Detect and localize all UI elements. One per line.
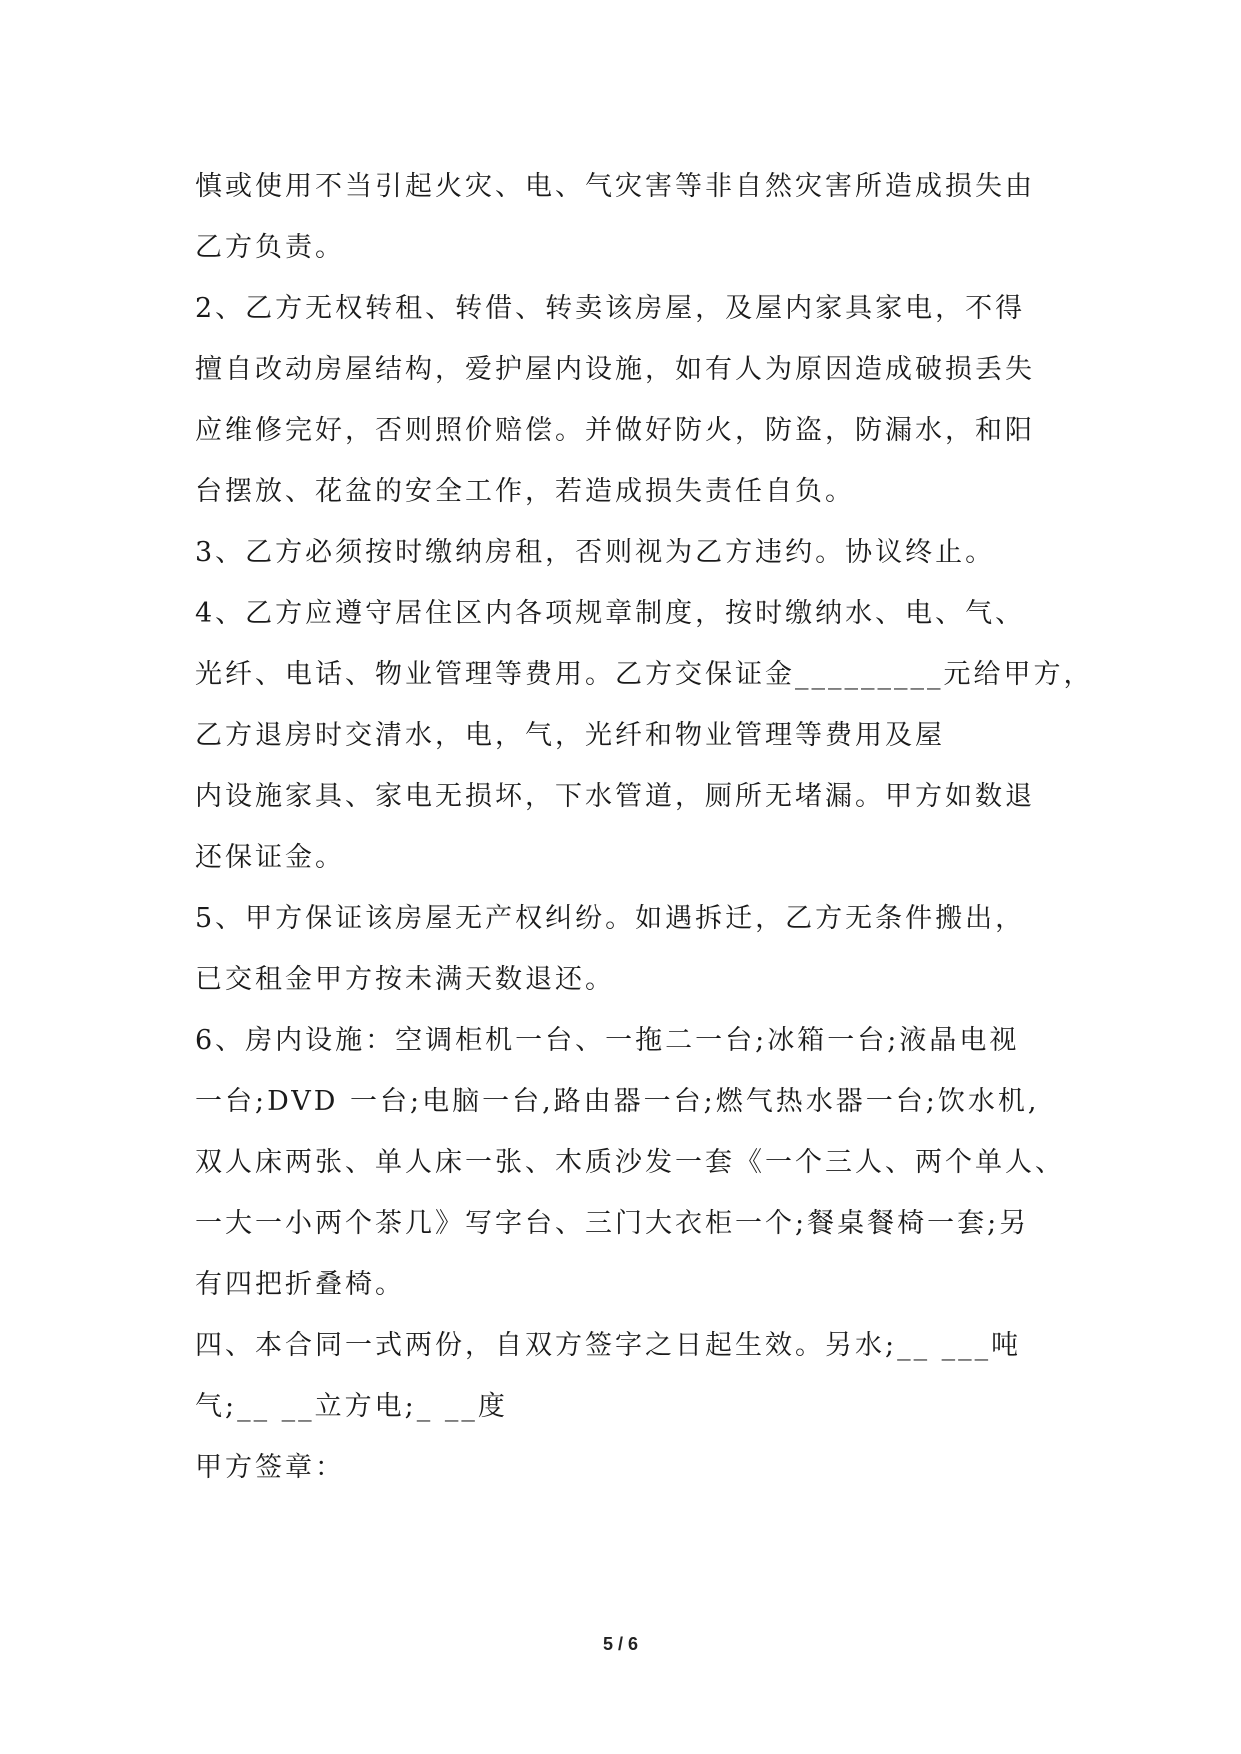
text-line: 已交租金甲方按未满天数退还。 [195, 964, 615, 995]
text-line: 擅自改动房屋结构，爱护屋内设施，如有人为原因造成破损丢失 [195, 354, 1035, 385]
text-line: 一大一小两个茶几》写字台、三门大衣柜一个;餐桌餐椅一套;另 [195, 1208, 1030, 1239]
text-line: 2、乙方无权转租、转借、转卖该房屋，及屋内家具家电，不得 [195, 293, 1026, 324]
text-line: 慎或使用不当引起火灾、电、气灾害等非自然灾害所造成损失由 [195, 171, 1035, 202]
text-line: 双人床两张、单人床一张、木质沙发一套《一个三人、两个单人、 [195, 1147, 1065, 1178]
text-line: 乙方退房时交清水，电，气，光纤和物业管理等费用及屋 [195, 720, 945, 751]
text-line: 乙方负责。 [195, 232, 345, 263]
page-number: 5 / 6 [602, 1634, 639, 1654]
text-line: 应维修完好，否则照价赔偿。并做好防火，防盗，防漏水，和阳 [195, 415, 1035, 446]
text-line: 5、甲方保证该房屋无产权纠纷。如遇拆迁，乙方无条件搬出， [195, 903, 1026, 934]
text-line: 四、本合同一式两份，自双方签字之日起生效。另水;__ ___吨 [195, 1330, 1022, 1361]
text-line: 一台;DVD 一台;电脑一台,路由器一台;燃气热水器一台;饮水机, [195, 1086, 1040, 1117]
text-line: 3、乙方必须按时缴纳房租，否则视为乙方违约。协议终止。 [195, 537, 996, 568]
text-line: 内设施家具、家电无损坏，下水管道，厕所无堵漏。甲方如数退 [195, 781, 1035, 812]
text-line: 还保证金。 [195, 842, 345, 873]
text-line: 6、房内设施：空调柜机一台、一拖二一台;冰箱一台;液晶电视 [195, 1025, 1020, 1056]
text-line: 气;__ __立方电;_ __度 [195, 1391, 508, 1422]
text-line: 有四把折叠椅。 [195, 1269, 405, 1300]
text-line: 4、乙方应遵守居住区内各项规章制度，按时缴纳水、电、气、 [195, 598, 1026, 629]
signature-label: 甲方签章： [195, 1452, 345, 1483]
text-line: 光纤、电话、物业管理等费用。乙方交保证金_________元给甲方， [195, 659, 1094, 690]
document-body [195, 156, 1094, 1498]
text-line: 台摆放、花盆的安全工作，若造成损失责任自负。 [195, 476, 855, 507]
